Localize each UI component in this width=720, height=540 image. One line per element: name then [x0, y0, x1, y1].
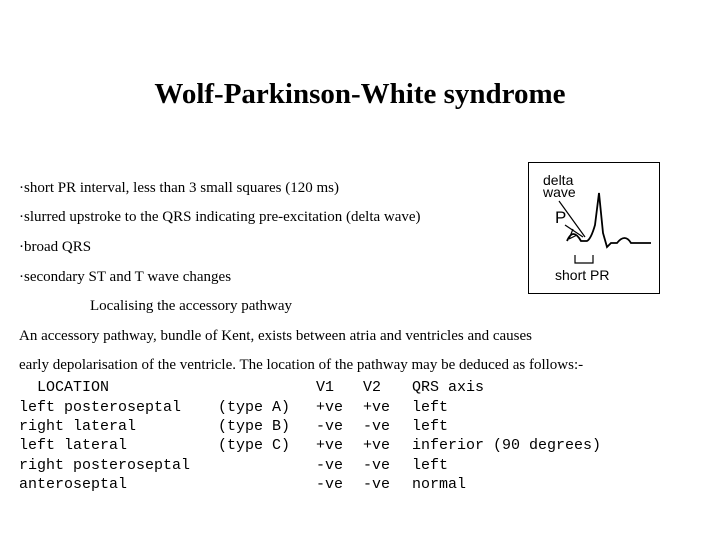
cell-v2: -ve — [363, 456, 391, 474]
cell-v2: +ve — [363, 398, 391, 416]
cell-location: right posteroseptal — [19, 456, 191, 474]
cell-location: anteroseptal — [19, 476, 128, 494]
cell-qrs-axis: normal — [412, 476, 467, 494]
cell-v1: +ve — [316, 398, 344, 416]
bullet-dot: · — [19, 269, 24, 285]
table-row — [19, 436, 601, 455]
cell-location: left posteroseptal — [19, 398, 182, 416]
header-location: LOCATION — [37, 379, 110, 397]
bullet-dot: · — [19, 180, 24, 196]
header-v1: V1 — [316, 379, 335, 397]
header-type — [218, 378, 316, 397]
cell-qrs-axis: left — [412, 398, 449, 416]
delta-label-line1: delta — [543, 172, 574, 188]
cell-type: (type B) — [218, 417, 291, 435]
bullet-text: secondary ST and T wave changes — [24, 269, 232, 285]
cell-v2: -ve — [363, 417, 391, 435]
cell-location: right lateral — [19, 417, 137, 435]
ecg-trace — [567, 193, 651, 247]
short-pr-label: short PR — [555, 267, 610, 283]
section-heading: Localising the accessory pathway — [90, 298, 293, 314]
cell-v1: -ve — [316, 456, 344, 474]
cell-type: (type C) — [218, 437, 291, 455]
cell-v2: +ve — [363, 437, 391, 455]
bullet-dot: · — [19, 239, 24, 255]
p-wave-label: P — [555, 208, 567, 227]
bullet-item — [19, 209, 421, 226]
page-title: Wolf-Parkinson-White syndrome — [154, 78, 566, 110]
header-qrs-axis: QRS axis — [412, 379, 485, 397]
cell-type: (type A) — [218, 398, 291, 416]
bullet-text: broad QRS — [24, 239, 92, 255]
delta-label-line2: wave — [543, 184, 576, 200]
short-pr-bracket — [575, 255, 593, 263]
cell-type — [218, 456, 316, 475]
bullet-item — [19, 269, 231, 286]
table-row — [19, 417, 601, 436]
bullet-item — [19, 180, 339, 197]
table-row — [19, 456, 601, 475]
table-row — [19, 397, 601, 416]
cell-v2: -ve — [363, 476, 391, 494]
cell-v1: -ve — [316, 417, 344, 435]
header-v2: V2 — [363, 379, 382, 397]
bullet-item — [19, 239, 91, 256]
bullet-text: slurred upstroke to the QRS indicating pre-excitation (delta wave) — [24, 209, 421, 225]
cell-qrs-axis: inferior (90 degrees) — [412, 437, 602, 455]
ecg-diagram — [529, 163, 659, 293]
bullet-text: short PR interval, less than 3 small squares (120 ms) — [24, 180, 339, 196]
ecg-delta-wave-figure — [528, 162, 660, 294]
paragraph-line: early depolarisation of the ventricle. The location of the pathway may be deduced as follows:- — [19, 357, 584, 373]
location-table — [19, 378, 601, 494]
cell-v1: +ve — [316, 437, 344, 455]
bullet-dot: · — [19, 209, 24, 225]
cell-v1: -ve — [316, 476, 344, 494]
cell-qrs-axis: left — [412, 417, 449, 435]
paragraph-line: An accessory pathway, bundle of Kent, exists between atria and ventricles and causes — [19, 328, 533, 344]
cell-location: left lateral — [19, 437, 128, 455]
cell-type — [218, 475, 316, 494]
cell-qrs-axis: left — [412, 456, 449, 474]
table-row — [19, 475, 601, 494]
table-header-row — [19, 378, 601, 397]
